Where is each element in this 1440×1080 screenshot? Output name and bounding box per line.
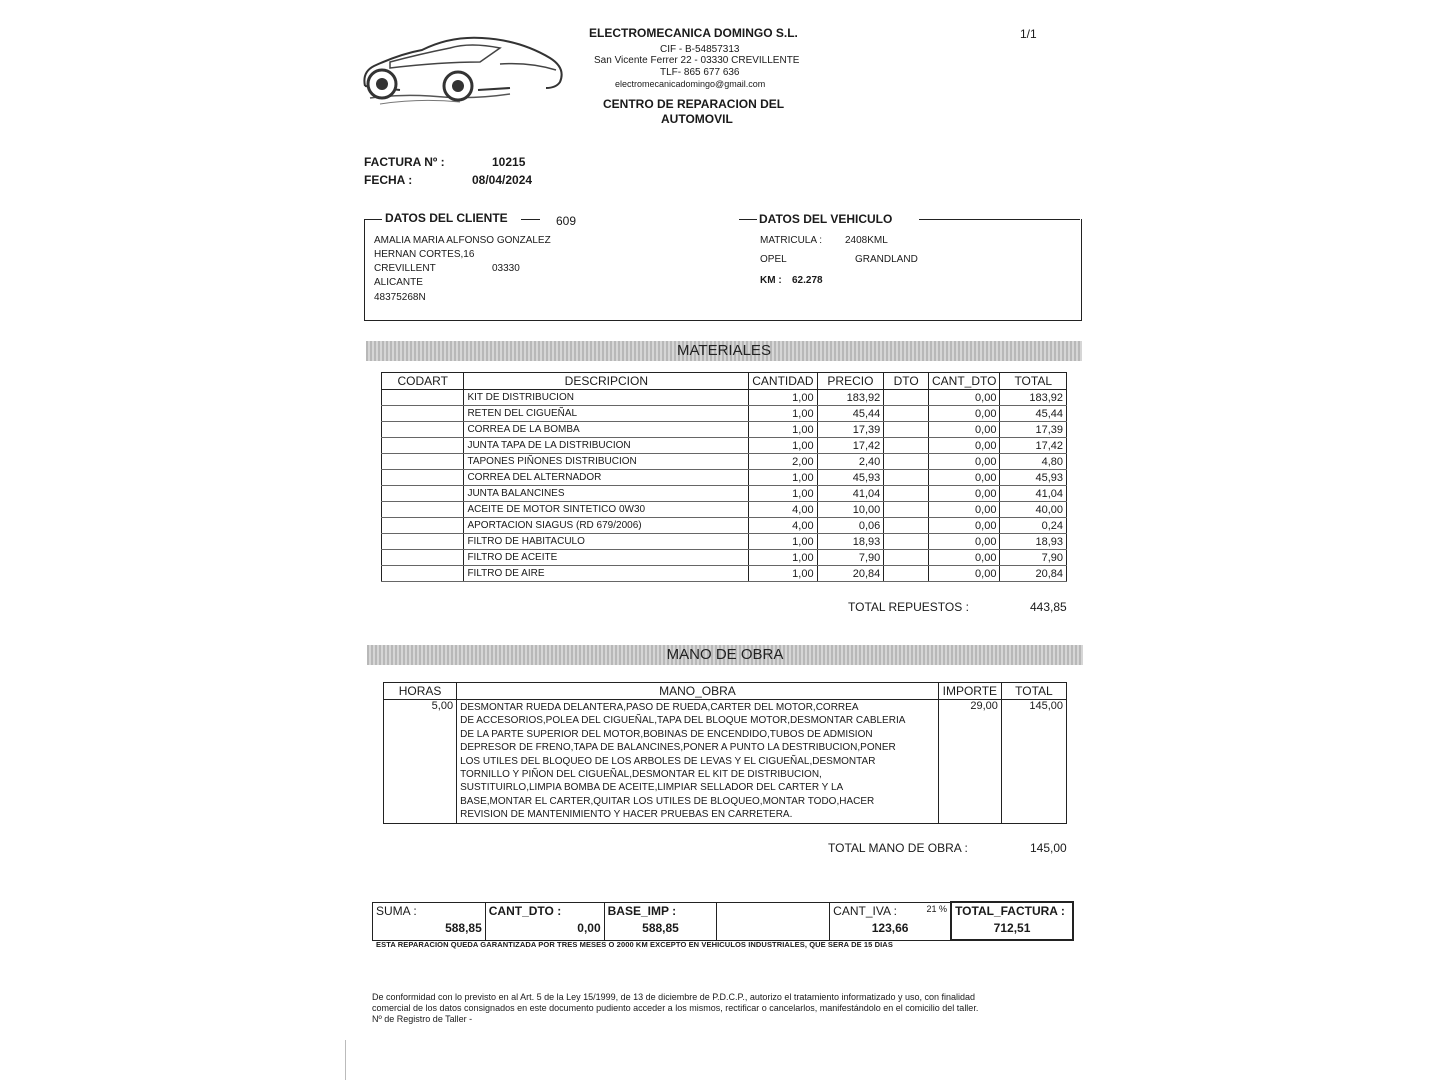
invoice-number-label: FACTURA Nº : bbox=[364, 155, 445, 169]
row-total: 0,24 bbox=[1000, 518, 1067, 534]
row-code bbox=[382, 502, 464, 518]
base-imp-cell bbox=[604, 902, 717, 940]
row-code bbox=[382, 390, 464, 406]
materials-row bbox=[382, 518, 1067, 534]
col-codart: CODART bbox=[382, 373, 464, 390]
cant-dto-value: 0,00 bbox=[577, 920, 601, 935]
row-code bbox=[382, 470, 464, 486]
materials-band: MATERIALES bbox=[366, 341, 1082, 361]
client-section-header: DATOS DEL CLIENTE bbox=[385, 211, 508, 225]
cant-dto-label: CANT_DTO : bbox=[488, 903, 562, 918]
row-code bbox=[382, 566, 464, 582]
labor-line: BASE,MONTAR EL CARTER,QUITAR LOS UTILES DE BLOQUEO,MONTAR TODO,HACER bbox=[460, 795, 875, 807]
invoice-date: 08/04/2024 bbox=[472, 173, 533, 187]
client-city: CREVILLENT bbox=[374, 263, 436, 274]
company-tagline-1: CENTRO DE REPARACION DEL bbox=[603, 97, 785, 111]
row-cant-dto: 0,00 bbox=[929, 422, 1000, 438]
col-cant-dto: CANT_DTO bbox=[929, 373, 1000, 390]
row-code bbox=[382, 422, 464, 438]
invoice-number: 10215 bbox=[492, 155, 526, 169]
client-street: HERNAN CORTES,16 bbox=[374, 249, 475, 260]
col-mano-obra: MANO_OBRA bbox=[457, 683, 939, 700]
row-desc: ACEITE DE MOTOR SINTETICO 0W30 bbox=[464, 502, 749, 518]
col-labor-total: TOTAL bbox=[1001, 683, 1066, 700]
labor-hours: 5,00 bbox=[384, 700, 457, 824]
base-imp-value: 588,85 bbox=[642, 920, 679, 935]
row-total: 45,93 bbox=[1000, 470, 1067, 486]
materials-row bbox=[382, 486, 1067, 502]
row-qty: 1,00 bbox=[749, 422, 817, 438]
labor-line: SUSTITUIRLO,LIMPIA BOMBA DE ACEITE,LIMPIAR SELLADOR DEL CARTER Y LA bbox=[460, 782, 844, 794]
row-dto bbox=[884, 390, 929, 406]
materials-row bbox=[382, 406, 1067, 422]
empty-cell bbox=[717, 902, 830, 940]
labor-line: LOS UTILES DEL BLOQUEO DE LOS ARBOLES DE LEVAS Y EL CIGUEÑAL,DESMONTAR bbox=[460, 755, 876, 767]
labor-header-row bbox=[384, 683, 1067, 700]
client-postal-code: 03330 bbox=[492, 263, 520, 274]
total-repuestos-value: 443,85 bbox=[1030, 600, 1067, 614]
row-code bbox=[382, 518, 464, 534]
row-dto bbox=[884, 518, 929, 534]
total-mano-obra-label: TOTAL MANO DE OBRA : bbox=[828, 841, 968, 855]
total-repuestos-label: TOTAL REPUESTOS : bbox=[848, 600, 969, 614]
row-desc: KIT DE DISTRIBUCION bbox=[464, 390, 749, 406]
company-phone: TLF- 865 677 636 bbox=[660, 67, 740, 78]
car-logo-icon bbox=[360, 28, 570, 108]
row-dto bbox=[884, 502, 929, 518]
company-tagline-2: AUTOMOVIL bbox=[661, 112, 733, 126]
col-descripcion: DESCRIPCION bbox=[464, 373, 749, 390]
row-qty: 1,00 bbox=[749, 534, 817, 550]
client-code: 609 bbox=[556, 214, 577, 228]
cant-iva-cell bbox=[830, 902, 951, 940]
labor-importe: 29,00 bbox=[938, 700, 1001, 824]
row-dto bbox=[884, 454, 929, 470]
row-qty: 4,00 bbox=[749, 518, 817, 534]
company-cif: CIF - B-54857313 bbox=[660, 44, 740, 55]
materials-row bbox=[382, 438, 1067, 454]
col-cantidad: CANTIDAD bbox=[749, 373, 817, 390]
warranty-note: ESTA REPARACION QUEDA GARANTIZADA POR TRES MESES O 2000 KM EXCEPTO EN VEHICULOS INDUSTRIALES, QUE SERA DE 15 DIAS bbox=[376, 940, 893, 949]
vehicle-plate-label: MATRICULA : bbox=[760, 235, 823, 246]
legal-notice bbox=[372, 992, 978, 1025]
client-nif: 48375268N bbox=[374, 292, 426, 303]
labor-table bbox=[383, 682, 1067, 824]
row-dto bbox=[884, 470, 929, 486]
suma-value: 588,85 bbox=[445, 920, 482, 935]
col-horas: HORAS bbox=[384, 683, 457, 700]
materials-row bbox=[382, 454, 1067, 470]
row-cant-dto: 0,00 bbox=[929, 406, 1000, 422]
invoice-date-label: FECHA : bbox=[364, 173, 413, 187]
row-dto bbox=[884, 438, 929, 454]
row-price: 45,93 bbox=[817, 470, 884, 486]
row-qty: 1,00 bbox=[749, 566, 817, 582]
row-total: 45,44 bbox=[1000, 406, 1067, 422]
client-province: ALICANTE bbox=[374, 277, 423, 288]
row-cant-dto: 0,00 bbox=[929, 550, 1000, 566]
materials-row bbox=[382, 502, 1067, 518]
row-desc: JUNTA BALANCINES bbox=[464, 486, 749, 502]
row-total: 18,93 bbox=[1000, 534, 1067, 550]
row-price: 7,90 bbox=[817, 550, 884, 566]
materials-row bbox=[382, 390, 1067, 406]
row-total: 41,04 bbox=[1000, 486, 1067, 502]
company-address: San Vicente Ferrer 22 - 03330 CREVILLENTE bbox=[594, 55, 800, 66]
row-total: 17,42 bbox=[1000, 438, 1067, 454]
materials-row bbox=[382, 566, 1067, 582]
vehicle-model: GRANDLAND bbox=[855, 254, 918, 265]
row-desc: CORREA DEL ALTERNADOR bbox=[464, 470, 749, 486]
legal-line: comercial de los datos consignados en este documento pudiento acceder a los mismos, rectificar o cancelarlos, manifestándolo en el comicilio del taller. bbox=[372, 1003, 979, 1013]
row-price: 2,40 bbox=[817, 454, 884, 470]
cant-dto-cell bbox=[485, 902, 604, 940]
row-price: 45,44 bbox=[817, 406, 884, 422]
materials-row bbox=[382, 550, 1067, 566]
base-imp-label: BASE_IMP : bbox=[607, 903, 677, 918]
row-desc: JUNTA TAPA DE LA DISTRIBUCION bbox=[464, 438, 749, 454]
row-total: 7,90 bbox=[1000, 550, 1067, 566]
labor-line: REVISION DE MANTENIMIENTO Y HACER PRUEBAS EN CARRETERA. bbox=[460, 809, 793, 821]
row-qty: 4,00 bbox=[749, 502, 817, 518]
row-price: 183,92 bbox=[817, 390, 884, 406]
vehicle-brand: OPEL bbox=[760, 254, 787, 265]
labor-row-total: 145,00 bbox=[1001, 700, 1066, 824]
cant-iva-value: 123,66 bbox=[871, 920, 909, 935]
total-mano-obra-value: 145,00 bbox=[1030, 841, 1067, 855]
row-cant-dto: 0,00 bbox=[929, 454, 1000, 470]
totals-row bbox=[373, 902, 1074, 940]
client-name: AMALIA MARIA ALFONSO GONZALEZ bbox=[374, 235, 551, 246]
row-dto bbox=[884, 422, 929, 438]
col-total: TOTAL bbox=[1000, 373, 1067, 390]
row-cant-dto: 0,00 bbox=[929, 566, 1000, 582]
row-total: 183,92 bbox=[1000, 390, 1067, 406]
totals-table bbox=[372, 901, 1074, 941]
row-desc: FILTRO DE ACEITE bbox=[464, 550, 749, 566]
cant-iva-label: CANT_IVA : bbox=[833, 903, 897, 918]
iva-rate: 21 % bbox=[926, 903, 948, 914]
col-importe: IMPORTE bbox=[938, 683, 1001, 700]
labor-line: TORNILLO Y PIÑON DEL CIGUEÑAL,DESMONTAR EL KIT DE DISTRIBUCION, bbox=[460, 769, 822, 781]
row-cant-dto: 0,00 bbox=[929, 390, 1000, 406]
row-code bbox=[382, 406, 464, 422]
labor-description bbox=[457, 700, 939, 824]
vehicle-plate: 2408KML bbox=[845, 235, 888, 246]
labor-band: MANO DE OBRA bbox=[367, 645, 1083, 665]
legal-line: De conformidad con lo previsto en al Art. 5 de la Ley 15/1999, de 13 de diciembre de P.D.C.P., autorizo el tratamiento informatizado y uso, con finalidad bbox=[372, 992, 976, 1002]
row-dto bbox=[884, 566, 929, 582]
total-factura-cell bbox=[951, 902, 1073, 940]
materials-row bbox=[382, 470, 1067, 486]
row-code bbox=[382, 550, 464, 566]
row-cant-dto: 0,00 bbox=[929, 518, 1000, 534]
suma-label: SUMA : bbox=[376, 903, 417, 918]
labor-line: DE LA PARTE SUPERIOR DEL MOTOR,BOBINAS DE ENCENDIDO,TUBOS DE ADMISION bbox=[460, 728, 873, 740]
row-desc: CORREA DE LA BOMBA bbox=[464, 422, 749, 438]
row-qty: 2,00 bbox=[749, 454, 817, 470]
materials-header-row bbox=[382, 373, 1067, 390]
vehicle-km-label: KM : bbox=[760, 275, 782, 286]
company-email: electromecanicadomingo@gmail.com bbox=[615, 79, 766, 89]
row-dto bbox=[884, 406, 929, 422]
row-desc: TAPONES PIÑONES DISTRIBUCION bbox=[464, 454, 749, 470]
labor-line: DE ACCESORIOS,POLEA DEL CIGUEÑAL,TAPA DEL BLOQUE MOTOR,DESMONTAR CABLERIA bbox=[460, 715, 906, 727]
col-dto: DTO bbox=[884, 373, 929, 390]
row-qty: 1,00 bbox=[749, 486, 817, 502]
row-cant-dto: 0,00 bbox=[929, 534, 1000, 550]
labor-row bbox=[384, 700, 1067, 824]
company-name: ELECTROMECANICA DOMINGO S.L. bbox=[589, 26, 798, 40]
row-cant-dto: 0,00 bbox=[929, 470, 1000, 486]
materials-table bbox=[381, 372, 1067, 582]
labor-line: DEPRESOR DE FRENO,TAPA DE BALANCINES,PONER A PUNTO LA DESTRIBUCION,PONER bbox=[460, 742, 896, 754]
row-code bbox=[382, 486, 464, 502]
row-price: 20,84 bbox=[817, 566, 884, 582]
page-counter: 1/1 bbox=[1020, 27, 1037, 41]
row-desc: FILTRO DE AIRE bbox=[464, 566, 749, 582]
vehicle-section-header: DATOS DEL VEHICULO bbox=[759, 212, 893, 226]
vehicle-km: 62.278 bbox=[792, 275, 823, 286]
row-cant-dto: 0,00 bbox=[929, 486, 1000, 502]
row-price: 0,06 bbox=[817, 518, 884, 534]
col-precio: PRECIO bbox=[817, 373, 884, 390]
row-desc: APORTACION SIAGUS (RD 679/2006) bbox=[464, 518, 749, 534]
total-factura-label: TOTAL_FACTURA : bbox=[955, 904, 1065, 918]
row-desc: FILTRO DE HABITACULO bbox=[464, 534, 749, 550]
row-dto bbox=[884, 534, 929, 550]
row-code bbox=[382, 534, 464, 550]
row-total: 4,80 bbox=[1000, 454, 1067, 470]
labor-line: DESMONTAR RUEDA DELANTERA,PASO DE RUEDA,CARTER DEL MOTOR,CORREA bbox=[460, 702, 859, 713]
materials-row bbox=[382, 422, 1067, 438]
total-factura-value: 712,51 bbox=[993, 921, 1031, 935]
suma-cell bbox=[373, 902, 486, 940]
row-qty: 1,00 bbox=[749, 390, 817, 406]
materials-row bbox=[382, 534, 1067, 550]
scan-edge bbox=[345, 1040, 346, 1080]
legal-line: Nº de Registro de Taller - bbox=[372, 1014, 473, 1024]
row-cant-dto: 0,00 bbox=[929, 502, 1000, 518]
row-qty: 1,00 bbox=[749, 438, 817, 454]
row-price: 17,39 bbox=[817, 422, 884, 438]
row-total: 20,84 bbox=[1000, 566, 1067, 582]
row-cant-dto: 0,00 bbox=[929, 438, 1000, 454]
row-qty: 1,00 bbox=[749, 406, 817, 422]
row-qty: 1,00 bbox=[749, 470, 817, 486]
row-total: 40,00 bbox=[1000, 502, 1067, 518]
row-code bbox=[382, 438, 464, 454]
row-qty: 1,00 bbox=[749, 550, 817, 566]
row-price: 41,04 bbox=[817, 486, 884, 502]
row-dto bbox=[884, 486, 929, 502]
row-price: 17,42 bbox=[817, 438, 884, 454]
row-price: 10,00 bbox=[817, 502, 884, 518]
row-total: 17,39 bbox=[1000, 422, 1067, 438]
row-dto bbox=[884, 550, 929, 566]
row-code bbox=[382, 454, 464, 470]
row-price: 18,93 bbox=[817, 534, 884, 550]
row-desc: RETEN DEL CIGUEÑAL bbox=[464, 406, 749, 422]
